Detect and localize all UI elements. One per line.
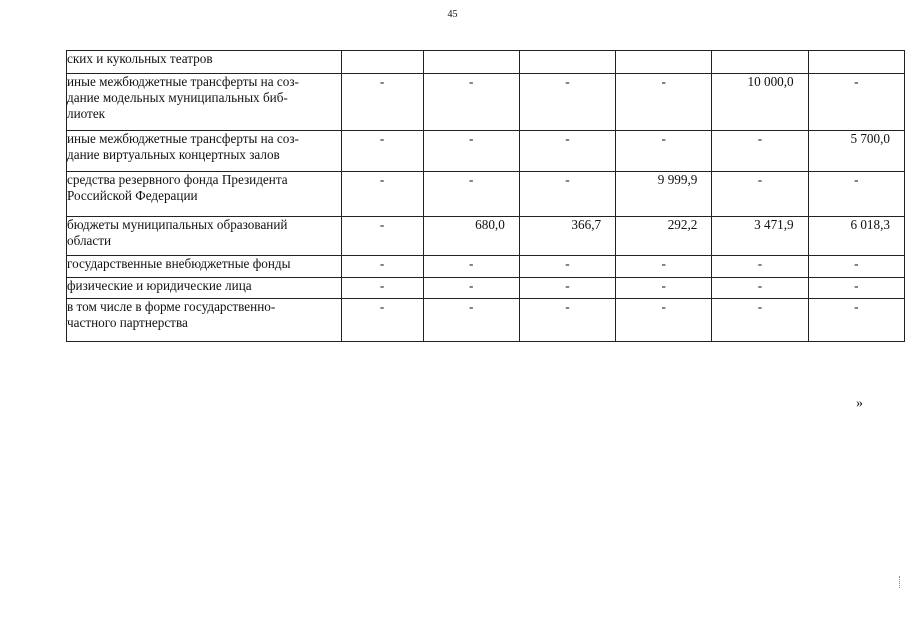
value-cell: -: [616, 278, 712, 299]
value-cell: -: [341, 299, 423, 342]
value-cell: -: [423, 74, 519, 131]
page-number: 45: [447, 9, 458, 20]
value-cell: -: [808, 299, 904, 342]
value-cell: -: [712, 131, 808, 172]
value-cell: -: [616, 131, 712, 172]
row-label: иные межбюджетные трансферты на соз- дание модельных муниципальных биб- лиотек: [67, 74, 299, 121]
value-cell: -: [712, 278, 808, 299]
value-cell: -: [712, 256, 808, 278]
value-cell: 9 999,9: [616, 172, 712, 217]
value-cell: -: [341, 131, 423, 172]
value-cell: -: [341, 256, 423, 278]
row-label-cell: [67, 278, 342, 299]
row-label-cell: [67, 51, 342, 74]
value-cell: [616, 51, 712, 74]
value-cell: -: [712, 299, 808, 342]
value-cell: -: [808, 172, 904, 217]
row-label: иные межбюджетные трансферты на соз- дание виртуальных концертных залов: [67, 131, 299, 162]
value-cell: -: [808, 278, 904, 299]
value-cell: [341, 51, 423, 74]
value-cell: -: [616, 256, 712, 278]
value-cell: -: [712, 172, 808, 217]
table-row: [67, 74, 905, 131]
value-cell: -: [519, 299, 615, 342]
value-cell: [712, 51, 808, 74]
value-cell: -: [519, 278, 615, 299]
value-cell: -: [341, 217, 423, 256]
value-cell: 3 471,9: [712, 217, 808, 256]
value-cell: -: [423, 278, 519, 299]
value-cell: -: [519, 74, 615, 131]
value-cell: 10 000,0: [712, 74, 808, 131]
value-cell: -: [341, 74, 423, 131]
value-cell: -: [616, 299, 712, 342]
row-label-cell: [67, 217, 342, 256]
value-cell: -: [519, 172, 615, 217]
row-label: физические и юридические лица: [67, 278, 252, 293]
value-cell: -: [519, 131, 615, 172]
row-label: средства резервного фонда Президента Российской Федерации: [67, 172, 288, 203]
value-cell: -: [808, 74, 904, 131]
value-cell: 366,7: [519, 217, 615, 256]
value-cell: -: [423, 299, 519, 342]
value-cell: -: [423, 131, 519, 172]
value-cell: -: [616, 74, 712, 131]
table-row: [67, 131, 905, 172]
table-row: [67, 51, 905, 74]
value-cell: 5 700,0: [808, 131, 904, 172]
value-cell: -: [519, 256, 615, 278]
row-label: ских и кукольных театров: [67, 51, 213, 66]
financing-table: [66, 50, 905, 342]
value-cell: -: [423, 172, 519, 217]
value-cell: [423, 51, 519, 74]
value-cell: 680,0: [423, 217, 519, 256]
closing-quote: »: [856, 396, 863, 411]
row-label-cell: [67, 74, 342, 131]
table-row: [67, 217, 905, 256]
table-row: [67, 278, 905, 299]
row-label: бюджеты муниципальных образований области: [67, 217, 288, 248]
value-cell: [519, 51, 615, 74]
row-label: в том числе в форме государственно- частного партнерства: [67, 299, 276, 330]
table-row: [67, 172, 905, 217]
value-cell: -: [341, 172, 423, 217]
row-label: государственные внебюджетные фонды: [67, 256, 291, 271]
table-row: [67, 299, 905, 342]
row-label-cell: [67, 299, 342, 342]
value-cell: -: [341, 278, 423, 299]
row-label-cell: [67, 131, 342, 172]
value-cell: [808, 51, 904, 74]
table-row: [67, 256, 905, 278]
margin-mark: [899, 576, 902, 588]
value-cell: -: [423, 256, 519, 278]
row-label-cell: [67, 256, 342, 278]
value-cell: 6 018,3: [808, 217, 904, 256]
value-cell: -: [808, 256, 904, 278]
row-label-cell: [67, 172, 342, 217]
value-cell: 292,2: [616, 217, 712, 256]
